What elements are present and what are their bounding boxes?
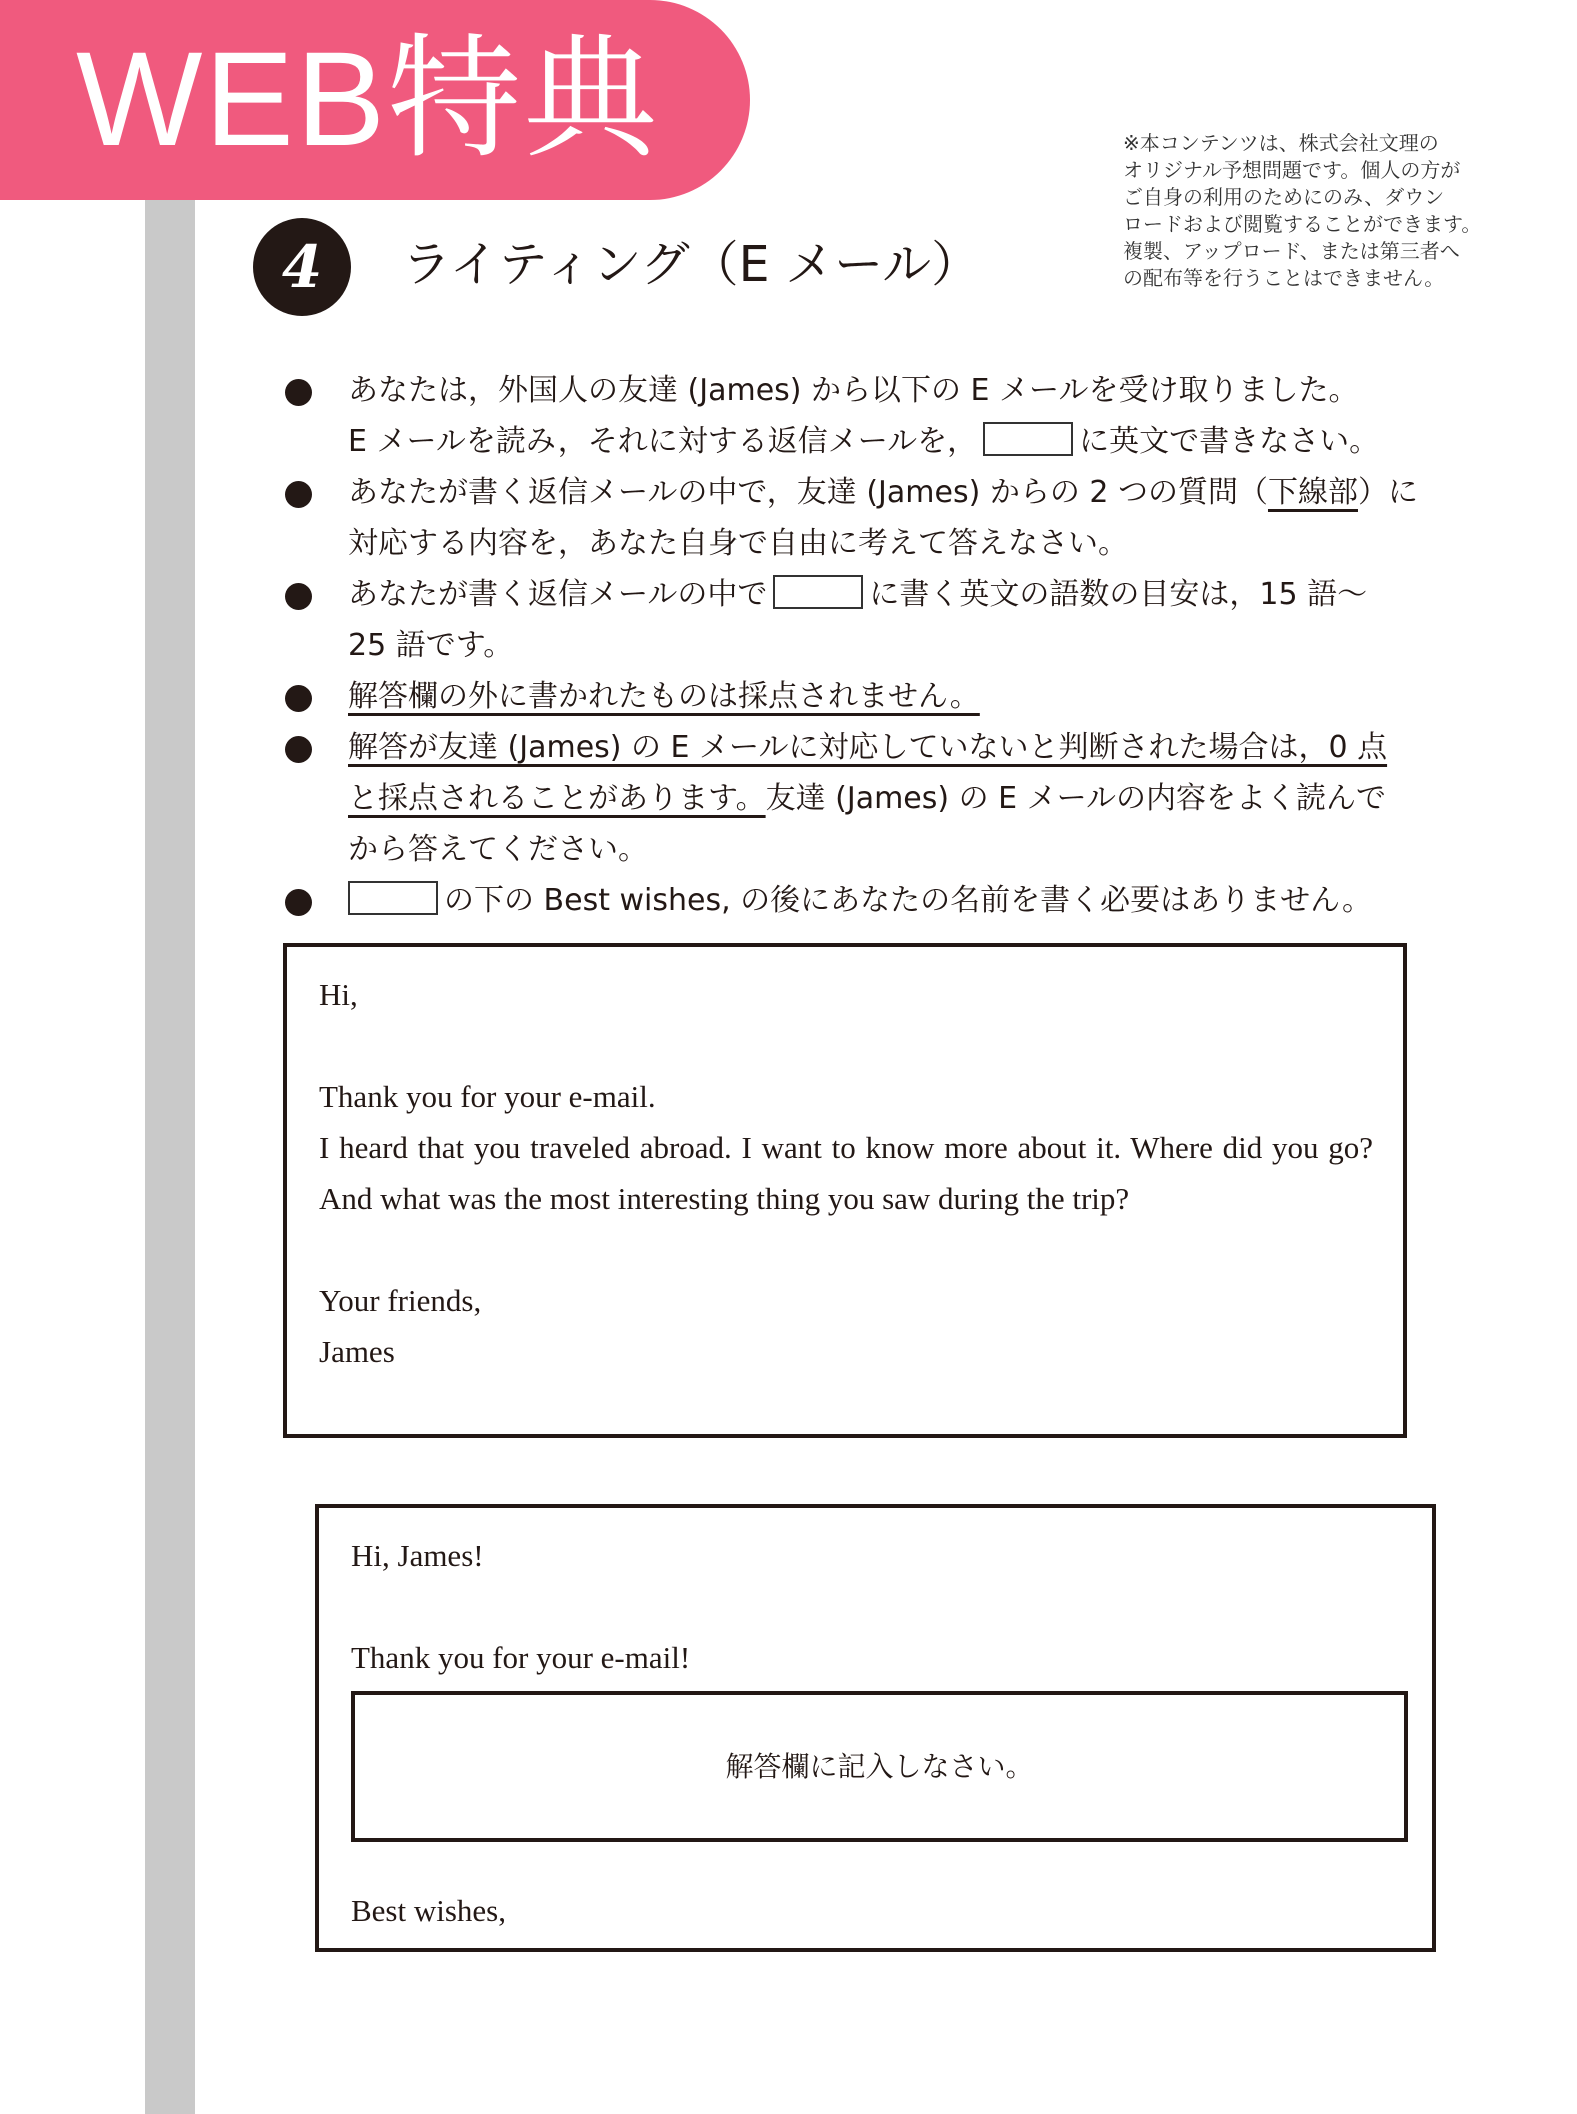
instructions-list [280,365,1450,926]
instruction-text: ）に [1357,475,1418,510]
reply-email [315,1504,1436,1952]
blank-box-icon [348,881,438,915]
instruction-text [348,722,1450,773]
instruction-text [348,773,1450,824]
bullet-icon [285,481,312,508]
reply-greeting: Hi, James! [351,1538,484,1573]
instruction-item [280,722,1450,875]
email-closing: Your friends, [319,1283,482,1318]
answer-field-label: 解答欄に記入しなさい。 [725,1750,1034,1783]
instruction-text: から答えてください。 [348,832,648,867]
bullet-icon [285,736,312,763]
instruction-text [348,875,1450,926]
instruction-text: に書く英文の語数の目安は，15 語～ [869,577,1368,612]
instruction-text: 解答が友達 (James) の E メールに対応していないと判断された場合は，0 点 [348,730,1388,765]
spacer [319,1020,1373,1071]
blank-box-icon [773,575,863,609]
blank-box-icon [983,422,1073,456]
james-email [283,943,1407,1438]
answer-field[interactable] [351,1691,1408,1842]
side-bar-decoration [145,200,195,2114]
instruction-text [348,467,1450,518]
instruction-text: あなたが書く返信メールの中で [348,577,768,612]
copyright-notice [1123,130,1563,292]
instruction-text [348,416,1450,467]
bullet-icon [285,583,312,610]
web-bonus-badge: WEB特典 [0,0,750,200]
instruction-text: の下の Best wishes, の後にあなたの名前を書く必要はありません。 [444,883,1372,918]
notice-line: ご自身の利用のためにのみ、ダウン [1123,185,1445,209]
question-title: ライティング（E メール） [402,236,981,293]
instruction-text: 友達 (James) の E メールの内容をよく読んで [765,781,1387,816]
email-sender: James [319,1334,395,1369]
instruction-text: あなたが書く返信メールの中で，友達 (James) からの 2 つの質問（ [348,475,1268,510]
instruction-text: 25 語です。 [348,628,514,663]
instruction-text: と採点されることがあります。 [348,781,766,816]
notice-line: の配布等を行うことはできません。 [1123,266,1445,290]
instruction-text: 解答欄の外に書かれたものは採点されません。 [348,679,980,714]
instruction-text: 下線部 [1267,475,1358,510]
notice-line: オリジナル予想問題です。個人の方が [1123,158,1461,182]
bullet-icon [285,685,312,712]
notice-line: ロードおよび閲覧することができます。 [1123,212,1482,236]
instruction-item [280,467,1450,569]
notice-line: ※本コンテンツは、株式会社文理の [1123,131,1439,155]
question-number-badge: 4 [253,218,351,316]
instruction-text [348,671,1450,722]
bullet-icon [285,379,312,406]
notice-line: 複製、アップロード、または第三者へ [1123,239,1460,263]
reply-thanks: Thank you for your e-mail! [351,1640,691,1675]
bullet-icon [285,889,312,916]
instruction-text: に英文で書きなさい。 [1079,424,1380,459]
instruction-item [280,875,1450,926]
instruction-text [348,569,1450,620]
email-body: I heard that you traveled abroad. I want to know more about it. Where did you go? And what was the most interesting thing you saw during the trip? [319,1130,1373,1216]
reply-closing: Best wishes, [351,1893,506,1928]
email-thanks: Thank you for your e-mail. [319,1079,656,1114]
instruction-item [280,365,1450,467]
instruction-text: あなたは，外国人の友達 (James) から以下の E メールを受け取りました。 [348,373,1359,408]
email-greeting: Hi, [319,977,358,1012]
instruction-text: 対応する内容を，あなた自身で自由に考えて答えなさい。 [348,526,1128,561]
instruction-item [280,671,1450,722]
spacer [319,1224,1373,1275]
instruction-text: E メールを読み，それに対する返信メールを， [348,424,978,459]
instruction-item [280,569,1450,671]
